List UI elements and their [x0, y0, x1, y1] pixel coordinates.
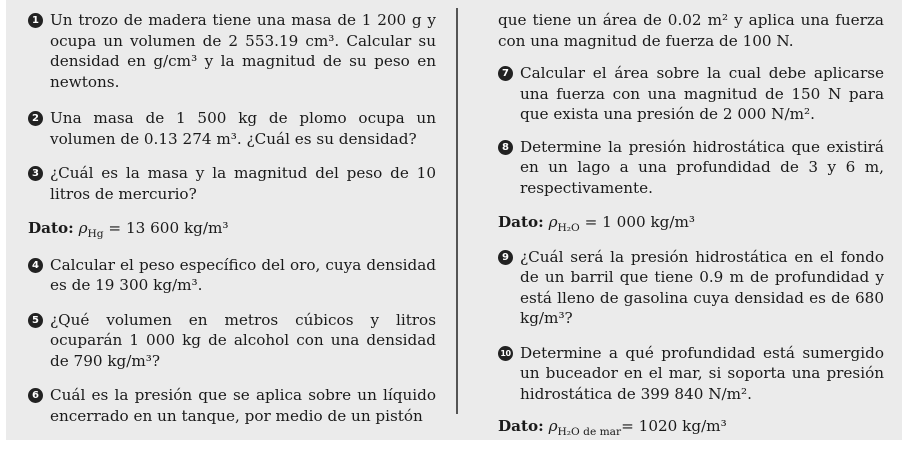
dato-value: = 1 000 kg/m³	[579, 213, 696, 231]
dato-seawater	[498, 416, 884, 437]
rho-subscript: Hg	[87, 227, 104, 241]
number-badge-5: 5	[28, 313, 43, 328]
exercise-9-text: ¿Cuál será la presión hidrostática en el fondo de un barril que tiene 0.9 m de profundidad y está lleno de gasolina cuya densidad es de 680 kg/m³?	[520, 247, 884, 327]
number-badge-8: 8	[498, 140, 513, 155]
number-badge-6: 6	[28, 388, 43, 403]
number-badge-4: 4	[28, 258, 43, 273]
number-badge-2: 2	[28, 111, 43, 126]
right-column	[498, 10, 884, 437]
rho-symbol: ρ	[548, 213, 558, 231]
number-badge-10: 10	[498, 346, 513, 361]
exercise-2-text: Una masa de 1 500 kg de plomo ocupa un volumen de 0.13 274 m³. ¿Cuál es su densidad?	[50, 109, 436, 148]
exercise-6-continued	[498, 10, 884, 51]
exercise-sheet	[6, 0, 902, 440]
rho-symbol: ρ	[548, 417, 558, 435]
dato-label: Dato:	[498, 213, 544, 231]
dato-mercury	[28, 218, 436, 239]
exercise-2	[28, 108, 436, 149]
exercise-3-text: ¿Cuál es la masa y la magnitud del peso de 10 litros de mercurio?	[50, 164, 436, 203]
rho-subscript: H₂O	[557, 221, 580, 235]
number-badge-7: 7	[498, 66, 513, 81]
dato-value: = 1020 kg/m³	[621, 417, 727, 435]
exercise-9	[498, 247, 884, 329]
column-divider	[456, 8, 458, 414]
exercise-6	[28, 385, 436, 426]
exercise-1	[28, 10, 436, 92]
exercise-10	[498, 343, 884, 405]
dato-label: Dato:	[28, 219, 74, 237]
dato-water	[498, 212, 884, 233]
exercise-5-text: ¿Qué volumen en metros cúbicos y litros ocuparán 1 000 kg de alcohol con una densidad de 790 kg/m³?	[50, 310, 436, 370]
exercise-5	[28, 310, 436, 372]
exercise-4-text: Calcular el peso específico del oro, cuya densidad es de 19 300 kg/m³.	[50, 255, 436, 294]
number-badge-9: 9	[498, 250, 513, 265]
left-column	[28, 10, 436, 426]
exercise-8	[498, 137, 884, 199]
exercise-7-text: Calcular el área sobre la cual debe aplicarse una fuerza con una magnitud de 150 N para que exista una presión de 2 000 N/m².	[520, 64, 884, 123]
number-badge-3: 3	[28, 166, 43, 181]
dato-label: Dato:	[498, 417, 544, 435]
dato-value: = 13 600 kg/m³	[103, 219, 229, 237]
exercise-8-text: Determine la presión hidrostática que existirá en un lago a una profundidad de 3 y 6 m, respectivamente.	[520, 137, 884, 197]
exercise-1-text: Un trozo de madera tiene una masa de 1 200 g y ocupa un volumen de 2 553.19 cm³. Calcular su densidad en g/cm³ y la magnitud de su peso en newtons.	[50, 11, 436, 91]
rho-symbol: ρ	[78, 219, 88, 237]
exercise-6-continued-text: que tiene un área de 0.02 m² y aplica una fuerza con una magnitud de fuerza de 100 N.	[498, 11, 884, 50]
exercise-6-text: Cuál es la presión que se aplica sobre un líquido encerrado en un tanque, por medio de un pistón	[50, 386, 436, 425]
number-badge-1: 1	[28, 13, 43, 28]
exercise-4	[28, 255, 436, 296]
exercise-7	[498, 63, 884, 125]
exercise-10-text: Determine a qué profundidad está sumergido un buceador en el mar, si soporta una presión hidrostática de 399 840 N/m².	[520, 343, 884, 403]
rho-subscript: H₂O de mar	[557, 425, 622, 439]
exercise-3	[28, 163, 436, 204]
